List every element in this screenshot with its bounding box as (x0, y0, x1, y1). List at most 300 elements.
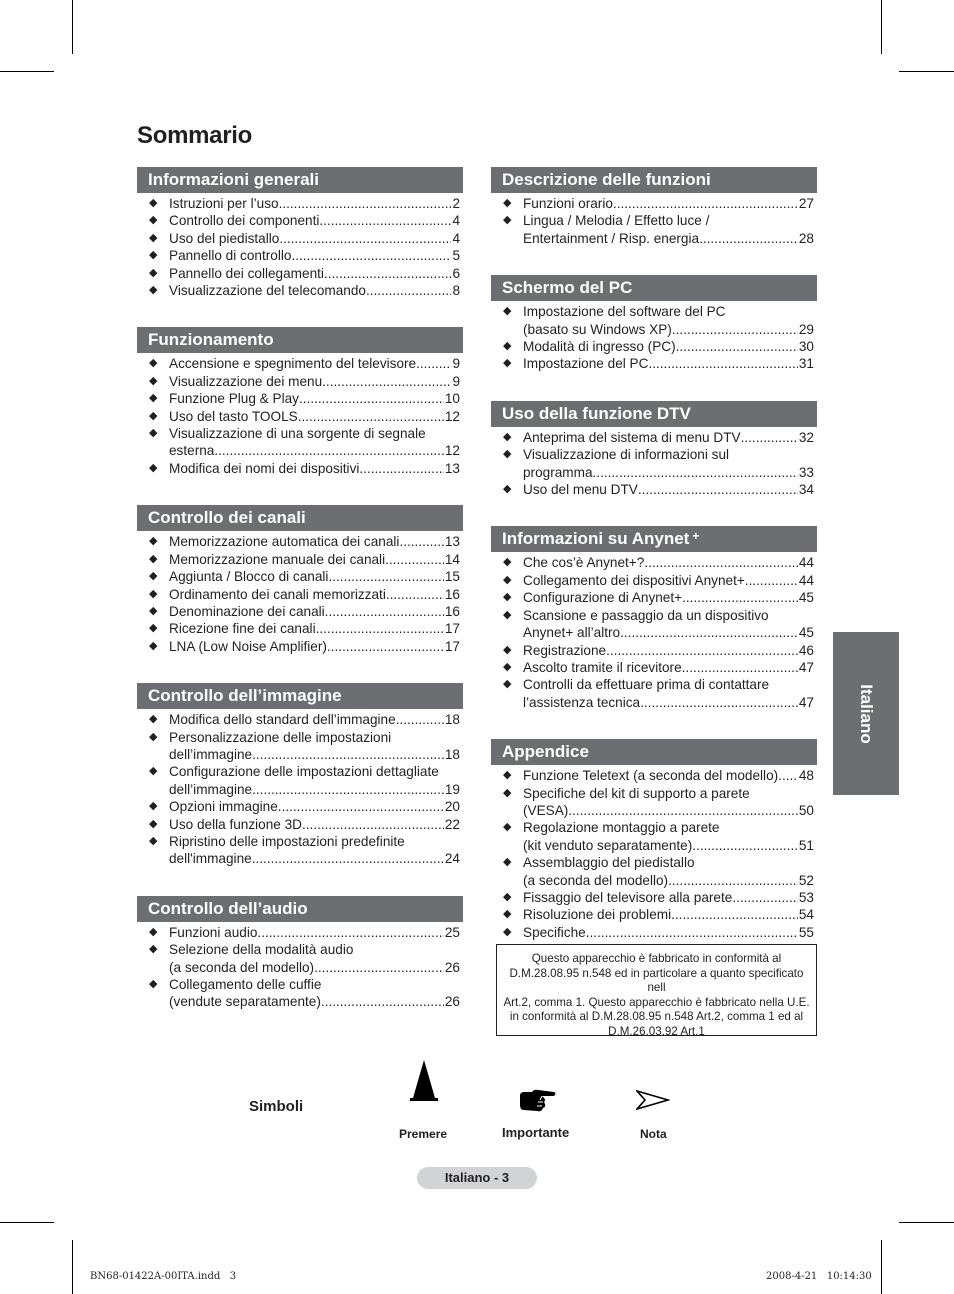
toc-entry-text: Memorizzazione automatica dei canali (169, 534, 400, 550)
diamond-bullet-icon: ◆ (503, 608, 512, 621)
notice-line: in conformità al D.M.28.08.95 n.548 Art.2, comma 1 ed al (509, 1010, 804, 1024)
diamond-bullet-icon: ◆ (149, 622, 158, 635)
diamond-bullet-icon: ◆ (503, 821, 512, 834)
toc-entry-row (523, 624, 814, 641)
diamond-bullet-icon: ◆ (149, 834, 158, 847)
diamond-bullet-icon: ◆ (149, 284, 158, 297)
toc-entry[interactable] (137, 833, 463, 868)
toc-entry-text: Modifica dei nomi dei dispositivi (169, 460, 360, 476)
dot-leader (586, 924, 798, 941)
toc-page-number: 10 (444, 391, 460, 407)
toc-entry[interactable] (491, 906, 817, 923)
dot-leader (298, 408, 444, 425)
diamond-bullet-icon: ◆ (503, 786, 512, 799)
toc-section (137, 896, 463, 1011)
toc-entry-row (169, 195, 460, 212)
toc-entry-row (169, 603, 460, 620)
toc-entry-row (169, 408, 460, 425)
toc-entry-text: Che cos’è Anynet+? (523, 555, 645, 571)
language-side-tab (833, 632, 899, 795)
toc-entry-text: Funzioni orario (523, 196, 613, 211)
dot-leader (745, 572, 798, 589)
dot-leader (299, 390, 444, 407)
dot-leader (640, 694, 798, 711)
toc-entry[interactable] (491, 338, 817, 355)
toc-entry-text: esterna (169, 443, 215, 459)
toc-page-number: 14 (444, 551, 460, 567)
toc-entry-row (169, 586, 460, 603)
toc-entry-row (169, 355, 460, 372)
diamond-bullet-icon: ◆ (149, 713, 158, 726)
toc-entry[interactable] (491, 889, 817, 906)
toc-page-number: 5 (452, 248, 460, 264)
dot-leader (279, 230, 451, 247)
toc-page-number: 34 (798, 482, 814, 498)
toc-page-number: 12 (444, 443, 460, 459)
toc-entry-text: Configurazione di Anynet+ (523, 590, 683, 606)
toc-page-number: 47 (798, 659, 814, 675)
toc-entry-text: (a seconda del modello) (523, 872, 669, 888)
diamond-bullet-icon: ◆ (149, 978, 158, 990)
toc-entry[interactable] (491, 819, 817, 854)
toc-entry[interactable] (137, 798, 463, 815)
toc-section (491, 739, 817, 941)
toc-page-number: 30 (798, 339, 814, 355)
toc-entry-row (523, 694, 814, 711)
crop-mark (899, 1222, 954, 1223)
toc-entry-text: Visualizzazione di una sorgente di segnale (169, 426, 426, 442)
diamond-bullet-icon: ◆ (149, 570, 158, 583)
dot-leader (741, 429, 798, 446)
dot-leader (648, 355, 797, 372)
toc-entry[interactable] (491, 659, 817, 676)
notice-line: D.M.26.03.92 Art.1 (608, 1024, 705, 1038)
toc-entry-text: Modifica dello standard dell’immagine (169, 712, 396, 728)
toc-entry[interactable] (137, 355, 463, 372)
toc-entry[interactable] (491, 785, 817, 820)
toc-entry-text: Pannello di controllo (169, 248, 292, 264)
dot-leader (324, 265, 452, 282)
toc-entry[interactable] (137, 729, 463, 764)
toc-page-number: 17 (444, 621, 460, 637)
toc-entry[interactable] (137, 924, 463, 941)
toc-entry[interactable] (137, 265, 463, 282)
toc-entry-text: Configurazione delle impostazioni dettagliate (169, 764, 439, 780)
dot-leader (593, 464, 798, 481)
toc-entry[interactable] (137, 212, 463, 229)
toc-entry[interactable] (137, 941, 463, 976)
toc-page-number: 8 (452, 283, 460, 299)
diamond-bullet-icon: ◆ (503, 430, 512, 443)
toc-entry-text: Risoluzione dei problemi (523, 907, 672, 923)
toc-entry-text: (kit venduto separatamente) (523, 837, 693, 853)
dot-leader (416, 355, 451, 372)
toc-entry[interactable] (137, 586, 463, 603)
toc-page-number: 52 (798, 872, 814, 888)
toc-entry-row (169, 711, 460, 728)
toc-entry-row (523, 872, 814, 889)
diamond-bullet-icon: ◆ (149, 943, 158, 956)
toc-page-number: 31 (798, 356, 814, 372)
diamond-bullet-icon: ◆ (503, 483, 512, 496)
diamond-bullet-icon: ◆ (503, 856, 512, 869)
toc-page-number: 25 (444, 924, 460, 940)
toc-page-number: 4 (452, 230, 460, 246)
toc-entry-row (169, 373, 460, 390)
toc-entry[interactable] (137, 195, 463, 212)
diamond-bullet-icon: ◆ (503, 214, 512, 227)
dot-leader (252, 781, 444, 798)
toc-entry-row (169, 568, 460, 585)
toc-entry-row (169, 620, 460, 637)
toc-right-column (491, 167, 817, 969)
toc-entry-text: Anteprima del sistema di menu DTV (523, 429, 741, 445)
diamond-bullet-icon: ◆ (503, 357, 512, 370)
diamond-bullet-icon: ◆ (503, 925, 512, 938)
diamond-bullet-icon: ◆ (149, 214, 158, 227)
toc-entry[interactable] (491, 554, 817, 571)
toc-entry-row (169, 993, 460, 1010)
notice-line: D.M.28.08.95 n.548 ed in particolare a quanto specificato nell (509, 966, 804, 995)
toc-entry-text: Fissaggio del televisore alla parete (523, 889, 733, 905)
dot-leader (366, 282, 451, 299)
section-title: Controllo dell’audio (148, 898, 308, 918)
toc-entry-text: (basato su Windows XP) (523, 321, 672, 337)
toc-page-number: 45 (798, 625, 814, 641)
toc-page-number: 50 (798, 802, 814, 818)
toc-entry[interactable] (491, 589, 817, 606)
toc-entry[interactable] (137, 976, 463, 1011)
dot-leader (699, 230, 798, 247)
toc-entry-row (523, 481, 814, 498)
diamond-bullet-icon: ◆ (149, 817, 158, 830)
toc-entry-text: Aggiunta / Blocco di canali (169, 569, 329, 585)
toc-entry-text: Personalizzazione delle impostazioni (169, 729, 392, 745)
section-title: Controllo dei canali (148, 508, 306, 528)
toc-entry-row (523, 659, 814, 676)
toc-entry[interactable] (491, 303, 817, 338)
toc-page-number: 27 (798, 196, 814, 211)
toc-left-column (137, 167, 463, 1039)
toc-entry[interactable] (137, 763, 463, 798)
toc-entry-text: (a seconda del modello) (169, 959, 315, 975)
toc-page-number: 44 (798, 572, 814, 588)
dot-leader (644, 554, 798, 571)
symbols-heading: Simboli (249, 1098, 304, 1115)
section-header (137, 505, 463, 531)
toc-entry-text: Registrazione (523, 642, 607, 658)
toc-entry-text: Uso del piedistallo (169, 230, 280, 246)
diamond-bullet-icon: ◆ (149, 535, 158, 548)
dot-leader (676, 338, 798, 355)
toc-entry-text: Collegamento delle cuffie (169, 977, 322, 992)
diamond-bullet-icon: ◆ (149, 197, 158, 209)
crop-mark (881, 0, 882, 54)
toc-entry-row (523, 321, 814, 338)
diamond-bullet-icon: ◆ (149, 249, 158, 262)
dot-leader (252, 746, 444, 763)
toc-entry-text: Ascolto tramite il ricevitore (523, 659, 682, 675)
toc-entry-text: Funzione Teletext (a seconda del modello) (523, 768, 779, 784)
toc-page-number: 45 (798, 590, 814, 606)
toc-entry-text: Uso del tasto TOOLS (169, 408, 298, 424)
toc-entry-row (169, 442, 460, 459)
toc-entry-text: Istruzioni per l’uso (169, 196, 279, 211)
press-triangle-icon (408, 1058, 440, 1106)
page-title: Sommario (137, 122, 252, 149)
toc-entry-row (169, 551, 460, 568)
dot-leader (386, 586, 444, 603)
toc-entry[interactable] (491, 212, 817, 247)
toc-section (491, 275, 817, 373)
dot-leader (732, 889, 798, 906)
toc-entry-text: Scansione e passaggio da un dispositivo (523, 607, 769, 623)
section-header (491, 739, 817, 765)
toc-page-number: 4 (452, 213, 460, 229)
toc-entry-text: dell’immagine (169, 746, 253, 762)
toc-entry-row (523, 589, 814, 606)
toc-entry-row (169, 816, 460, 833)
toc-entry-row (523, 802, 814, 819)
arrow-note-icon (636, 1089, 670, 1111)
crop-mark (72, 1240, 73, 1294)
toc-entry-text: Impostazione del software del PC (523, 304, 726, 320)
diamond-bullet-icon: ◆ (149, 604, 158, 617)
toc-entry-text: Pannello dei collegamenti (169, 265, 324, 281)
toc-entry-row (523, 429, 814, 446)
toc-entry[interactable] (137, 620, 463, 637)
toc-entry[interactable] (491, 854, 817, 889)
dot-leader (314, 959, 444, 976)
toc-entry-text: Assemblaggio del piedistallo (523, 855, 695, 871)
diamond-bullet-icon: ◆ (149, 392, 158, 405)
diamond-bullet-icon: ◆ (503, 591, 512, 604)
toc-section (491, 401, 817, 499)
dot-leader (682, 659, 798, 676)
diamond-bullet-icon: ◆ (149, 409, 158, 422)
diamond-bullet-icon: ◆ (503, 660, 512, 673)
dot-leader (319, 212, 451, 229)
toc-page-number: 2 (452, 196, 460, 211)
toc-entry-row (523, 464, 814, 481)
toc-entry[interactable] (137, 373, 463, 390)
diamond-bullet-icon: ◆ (149, 730, 158, 743)
toc-entry[interactable] (137, 460, 463, 477)
diamond-bullet-icon: ◆ (149, 427, 158, 440)
diamond-bullet-icon: ◆ (503, 769, 512, 782)
toc-page-number: 44 (798, 555, 814, 571)
toc-page-number: 32 (798, 429, 814, 445)
toc-entry-text: Ripristino delle impostazioni predefinite (169, 833, 405, 849)
toc-page-number: 29 (798, 321, 814, 337)
toc-page-number: 19 (444, 781, 460, 797)
toc-entry-row (523, 889, 814, 906)
toc-entry-text: Visualizzazione del telecomando (169, 283, 366, 299)
section-header (491, 167, 817, 193)
toc-entry[interactable] (491, 924, 817, 941)
toc-page-number: 55 (798, 924, 814, 940)
toc-entry[interactable] (137, 408, 463, 425)
toc-entry-text: l’assistenza tecnica (523, 694, 641, 710)
toc-entry-row (523, 642, 814, 659)
dot-leader (672, 321, 798, 338)
toc-entry[interactable] (137, 533, 463, 550)
compliance-notice (496, 944, 817, 1036)
dot-leader (252, 850, 444, 867)
toc-page-number: 48 (798, 768, 814, 784)
toc-entry[interactable] (491, 767, 817, 784)
toc-entry-text: Ricezione fine dei canali (169, 621, 316, 637)
toc-entry[interactable] (491, 195, 817, 212)
toc-entry[interactable] (137, 425, 463, 460)
toc-entry[interactable] (491, 607, 817, 642)
toc-entry[interactable] (491, 446, 817, 481)
toc-entry-text: Visualizzazione di informazioni sul (523, 447, 730, 463)
toc-entry-text: Denominazione dei canali (169, 603, 325, 619)
section-title: Informazioni generali (148, 170, 319, 189)
section-title: Schermo del PC (502, 278, 633, 298)
toc-entry-row (169, 460, 460, 477)
section-title: Appendice (502, 742, 589, 762)
toc-entry[interactable] (137, 816, 463, 833)
toc-entry-row (523, 837, 814, 854)
toc-entry-text: LNA (Low Noise Amplifier) (169, 638, 327, 654)
toc-entry[interactable] (491, 481, 817, 498)
footer-file-slug: BN68-01422A-00ITA.indd 3 (90, 1271, 237, 1282)
dot-leader (692, 837, 798, 854)
toc-entry-row (169, 638, 460, 655)
dot-leader (214, 442, 444, 459)
toc-entry-row (523, 338, 814, 355)
toc-entry[interactable] (491, 572, 817, 589)
dot-leader (682, 589, 798, 606)
toc-entry-text: Uso del menu DTV (523, 482, 638, 498)
toc-entry-row (523, 355, 814, 372)
page-number-badge: Italiano - 3 (417, 1167, 537, 1189)
toc-entry[interactable] (491, 676, 817, 711)
dot-leader (396, 711, 444, 728)
dot-leader (325, 603, 444, 620)
toc-entry-text: (VESA) (523, 802, 569, 818)
toc-entry-text: Uso della funzione 3D (169, 816, 302, 832)
toc-entry[interactable] (137, 247, 463, 264)
toc-page-number: 17 (444, 638, 460, 654)
section-title: Informazioni su Anynet (502, 529, 690, 549)
toc-entry[interactable] (491, 429, 817, 446)
side-tab-label: Italiano (857, 683, 876, 744)
toc-entry-text: Anynet+ all’altro (523, 625, 621, 641)
toc-entry[interactable] (137, 390, 463, 407)
toc-entry-row (169, 850, 460, 867)
toc-entry-row (523, 906, 814, 923)
toc-section (137, 167, 463, 299)
toc-entry[interactable] (137, 638, 463, 655)
diamond-bullet-icon: ◆ (503, 197, 512, 209)
toc-entry-row (169, 390, 460, 407)
toc-page-number: 18 (444, 746, 460, 762)
toc-entry-text: Collegamento dei dispositivi Anynet+ (523, 572, 745, 588)
toc-section (137, 683, 463, 868)
dot-leader (316, 620, 444, 637)
toc-entry-row (169, 959, 460, 976)
crop-mark (899, 71, 954, 72)
diamond-bullet-icon: ◆ (503, 340, 512, 353)
toc-entry-text: Funzioni audio (169, 924, 258, 940)
dot-leader (568, 802, 798, 819)
toc-entry-text: Visualizzazione dei menu (169, 373, 323, 389)
toc-entry[interactable] (137, 603, 463, 620)
section-title: Uso della funzione DTV (502, 403, 691, 423)
toc-entry-text: Controllo dei componenti (169, 213, 320, 229)
toc-entry-text: Regolazione montaggio a parete (523, 820, 720, 836)
diamond-bullet-icon: ◆ (149, 357, 158, 370)
toc-entry-row (523, 554, 814, 571)
toc-section (137, 327, 463, 477)
toc-entry-row (523, 924, 814, 941)
section-header (491, 526, 817, 552)
toc-entry-row (523, 230, 814, 247)
dot-leader (322, 373, 451, 390)
section-header (137, 327, 463, 353)
toc-entry-row (169, 798, 460, 815)
toc-page-number: 33 (798, 464, 814, 480)
toc-entry-text: dell’immagine (169, 781, 253, 797)
section-header (137, 896, 463, 922)
toc-section (491, 167, 817, 247)
toc-entry[interactable] (137, 711, 463, 728)
toc-entry[interactable] (137, 568, 463, 585)
footer-timestamp: 2008-4-21 10:14:30 (766, 1271, 872, 1282)
toc-entry-row (169, 265, 460, 282)
diamond-bullet-icon: ◆ (149, 925, 158, 938)
dot-leader (613, 195, 798, 212)
section-title: Descrizione delle funzioni (502, 170, 711, 189)
section-title: Funzionamento (148, 330, 274, 350)
section-header (137, 167, 463, 193)
toc-page-number: 54 (798, 907, 814, 923)
diamond-bullet-icon: ◆ (149, 374, 158, 387)
toc-page-number: 18 (444, 712, 460, 728)
diamond-bullet-icon: ◆ (149, 552, 158, 565)
toc-page-number: 15 (444, 569, 460, 585)
toc-entry[interactable] (491, 355, 817, 372)
pointing-hand-icon (518, 1088, 558, 1112)
toc-entry-row (169, 781, 460, 798)
dot-leader (291, 247, 451, 264)
toc-page-number: 51 (798, 837, 814, 853)
toc-page-number: 53 (798, 889, 814, 905)
toc-entry[interactable] (491, 642, 817, 659)
diamond-bullet-icon: ◆ (503, 908, 512, 921)
diamond-bullet-icon: ◆ (503, 643, 512, 656)
notice-line: Art.2, comma 1. Questo apparecchio è fabbricato nella U.E. (503, 995, 810, 1009)
toc-entry[interactable] (137, 230, 463, 247)
toc-entry-row (523, 195, 814, 212)
important-label: Importante (502, 1125, 570, 1140)
toc-page-number: 22 (444, 816, 460, 832)
note-label: Nota (640, 1127, 667, 1141)
toc-entry-text: Entertainment / Risp. energia (523, 230, 700, 246)
dot-leader (778, 767, 798, 784)
toc-entry-text: Accensione e spegnimento del televisore (169, 356, 417, 372)
toc-page-number: 26 (444, 959, 460, 975)
diamond-bullet-icon: ◆ (149, 587, 158, 600)
dot-leader (606, 642, 798, 659)
toc-entry[interactable] (137, 551, 463, 568)
toc-page-number: 16 (444, 603, 460, 619)
toc-entry[interactable] (137, 282, 463, 299)
diamond-bullet-icon: ◆ (149, 461, 158, 474)
